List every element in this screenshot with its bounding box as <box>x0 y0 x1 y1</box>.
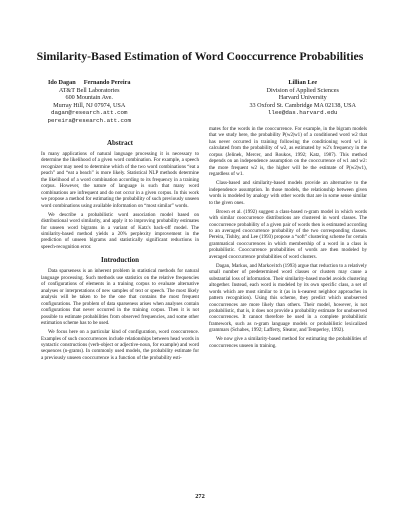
author-block-att <box>44 79 134 125</box>
introduction-heading: Introduction <box>101 256 139 265</box>
affiliation-line: Murray Hill, NJ 07974, USA <box>53 101 126 109</box>
abstract-heading: Abstract <box>106 139 134 147</box>
affiliation-line: 600 Mountain Ave. <box>65 94 113 102</box>
affiliation-line: Division of Applied Sciences <box>266 86 339 94</box>
body-paragraph: Class-based and similarity-based models provide an alternative to the independence assumption. In those models, the relationship between given words is modeled by analogy with other words that are in some sense similar to the given ones. <box>209 180 367 206</box>
author-names <box>44 79 134 87</box>
body-paragraph: Dagan, Markus, and Markovitch (1993) argue that reduction to a relatively small number of predetermined word classes or clusters may cause a substantial loss of information. Their similarity-based model avoids clustering altogether. Instead, each word is modeled by its own specific class, a set of words which are most similar to it (as in k-nearest neighbor approaches in pattern recognition). Using this scheme, they predict which unobserved cooccurrences are more likely than others. Their model, however, is not probabilistic, that is, it does not provide a probability estimate for unobserved cooccurrences. It cannot therefore be used in a complete probabilistic framework, such as n-gram language models or probabilistic lexicalized grammars (Schabes, 1992; Lafferty, Sleator, and Temperley, 1992). <box>209 262 367 334</box>
author-name: Lillian Lee <box>288 79 318 86</box>
author-name: Ido Dagan <box>48 79 76 86</box>
affiliation-line: 33 Oxford St. Cambridge MA 02138, USA <box>249 101 356 109</box>
left-column <box>41 138 199 364</box>
author-section <box>44 79 356 125</box>
paper-title: Similarity-Based Estimation of Word Cooccurrence Probabilities <box>36 49 364 63</box>
abstract-paragraph: In many applications of natural language processing it is necessary to determine the likelihood of a given word combination. For example, a speech recognizer may need to determine which of the two word combinations “eat a peach” and “eat a beach” is more likely. Statistical NLP methods determine the likelihood of a word combination according to its frequency in a training corpus. However, the nature of language is such that many word combinations are infrequent and do not occur in a given corpus. In this work we propose a method for estimating the probability of such previously unseen word combinations using available information on “most similar” words. <box>41 151 199 209</box>
affiliation-line: AT&T Bell Laboratories <box>58 86 120 94</box>
body-paragraph: Brown et al. (1992) suggest a class-based n-gram model in which words with similar cooccurrence distributions are clustered in word classes. The cooccurrence probability of a given pair of words then is estimated according to an averaged cooccurrence probability of the two corresponding classes. Pereira, Tishby, and Lee (1993) propose a “soft” clustering scheme for certain grammatical cooccurrences in which membership of a word in a class is probabilistic. Cooccurrence probabilities of words are then modeled by averaged cooccurrence probabilities of word clusters. <box>209 208 367 260</box>
page-number: 272 <box>195 493 205 500</box>
author-name: Fernando Pereira <box>83 79 131 86</box>
abstract-paragraph: We describe a probabilistic word association model based on distributional word similarity, and apply it to improving probability estimates for unseen word bigrams in a variant of Katz's back-off model. The similarity-based method yields a 20% perplexity improvement in the prediction of unseen bigrams and statistically significant reductions in speech-recognition error. <box>41 211 199 250</box>
author-block-harvard <box>249 79 356 125</box>
body-paragraph: We focus here on a particular kind of configuration, word cooccurrence. Examples of such cooccurrences include relationships between head words in syntactic constructions (verb-object or adjective-noun, for example) and word sequences (n-grams). In commonly used models, the probability estimate for a previously unseen cooccurrence is a function of the probability esti- <box>41 329 199 361</box>
affiliation-line: Harvard University <box>278 94 327 102</box>
body-paragraph: We now give a similarity-based method for estimating the probabilities of cooccurrences unseen in training. <box>209 336 367 349</box>
body-paragraph: Data sparseness is an inherent problem in statistical methods for natural language processing. Such methods use statistics on the relative frequencies of configurations of elements in a training corpus to evaluate alternative analyses or interpretations of new samples of text or speech. The most likely analysis will be taken to be the one that contains the most frequent configurations. The problem of data sparseness arises when analyses contain configurations that never occurred in the training corpus. Then it is not possible to estimate probabilities from observed frequencies, and some other estimation scheme has to be used. <box>41 268 199 327</box>
author-email[interactable]: pereira@research.att.com <box>47 116 131 124</box>
author-email[interactable]: llee@das.harvard.edu <box>267 109 338 117</box>
body-paragraph: mates for the words in the cooccurrence. For example, in the bigram models that we study here, the probability P(w2|w1) of a conditioned word w2 that has never occurred in training following the conditioning word w1 is calculated from the probability of w2, as estimated by w2's frequency in the corpus (Jelinek, Mercer, and Roukos, 1992; Katz, 1987). This method depends on an independence assumption on the cooccurrence of w1 and w2: the more frequent w2 is, the higher will be the estimate of P(w2|w1), regardless of w1. <box>209 126 367 178</box>
author-email[interactable]: dagan@research.att.com <box>50 109 128 117</box>
right-column <box>209 126 367 352</box>
